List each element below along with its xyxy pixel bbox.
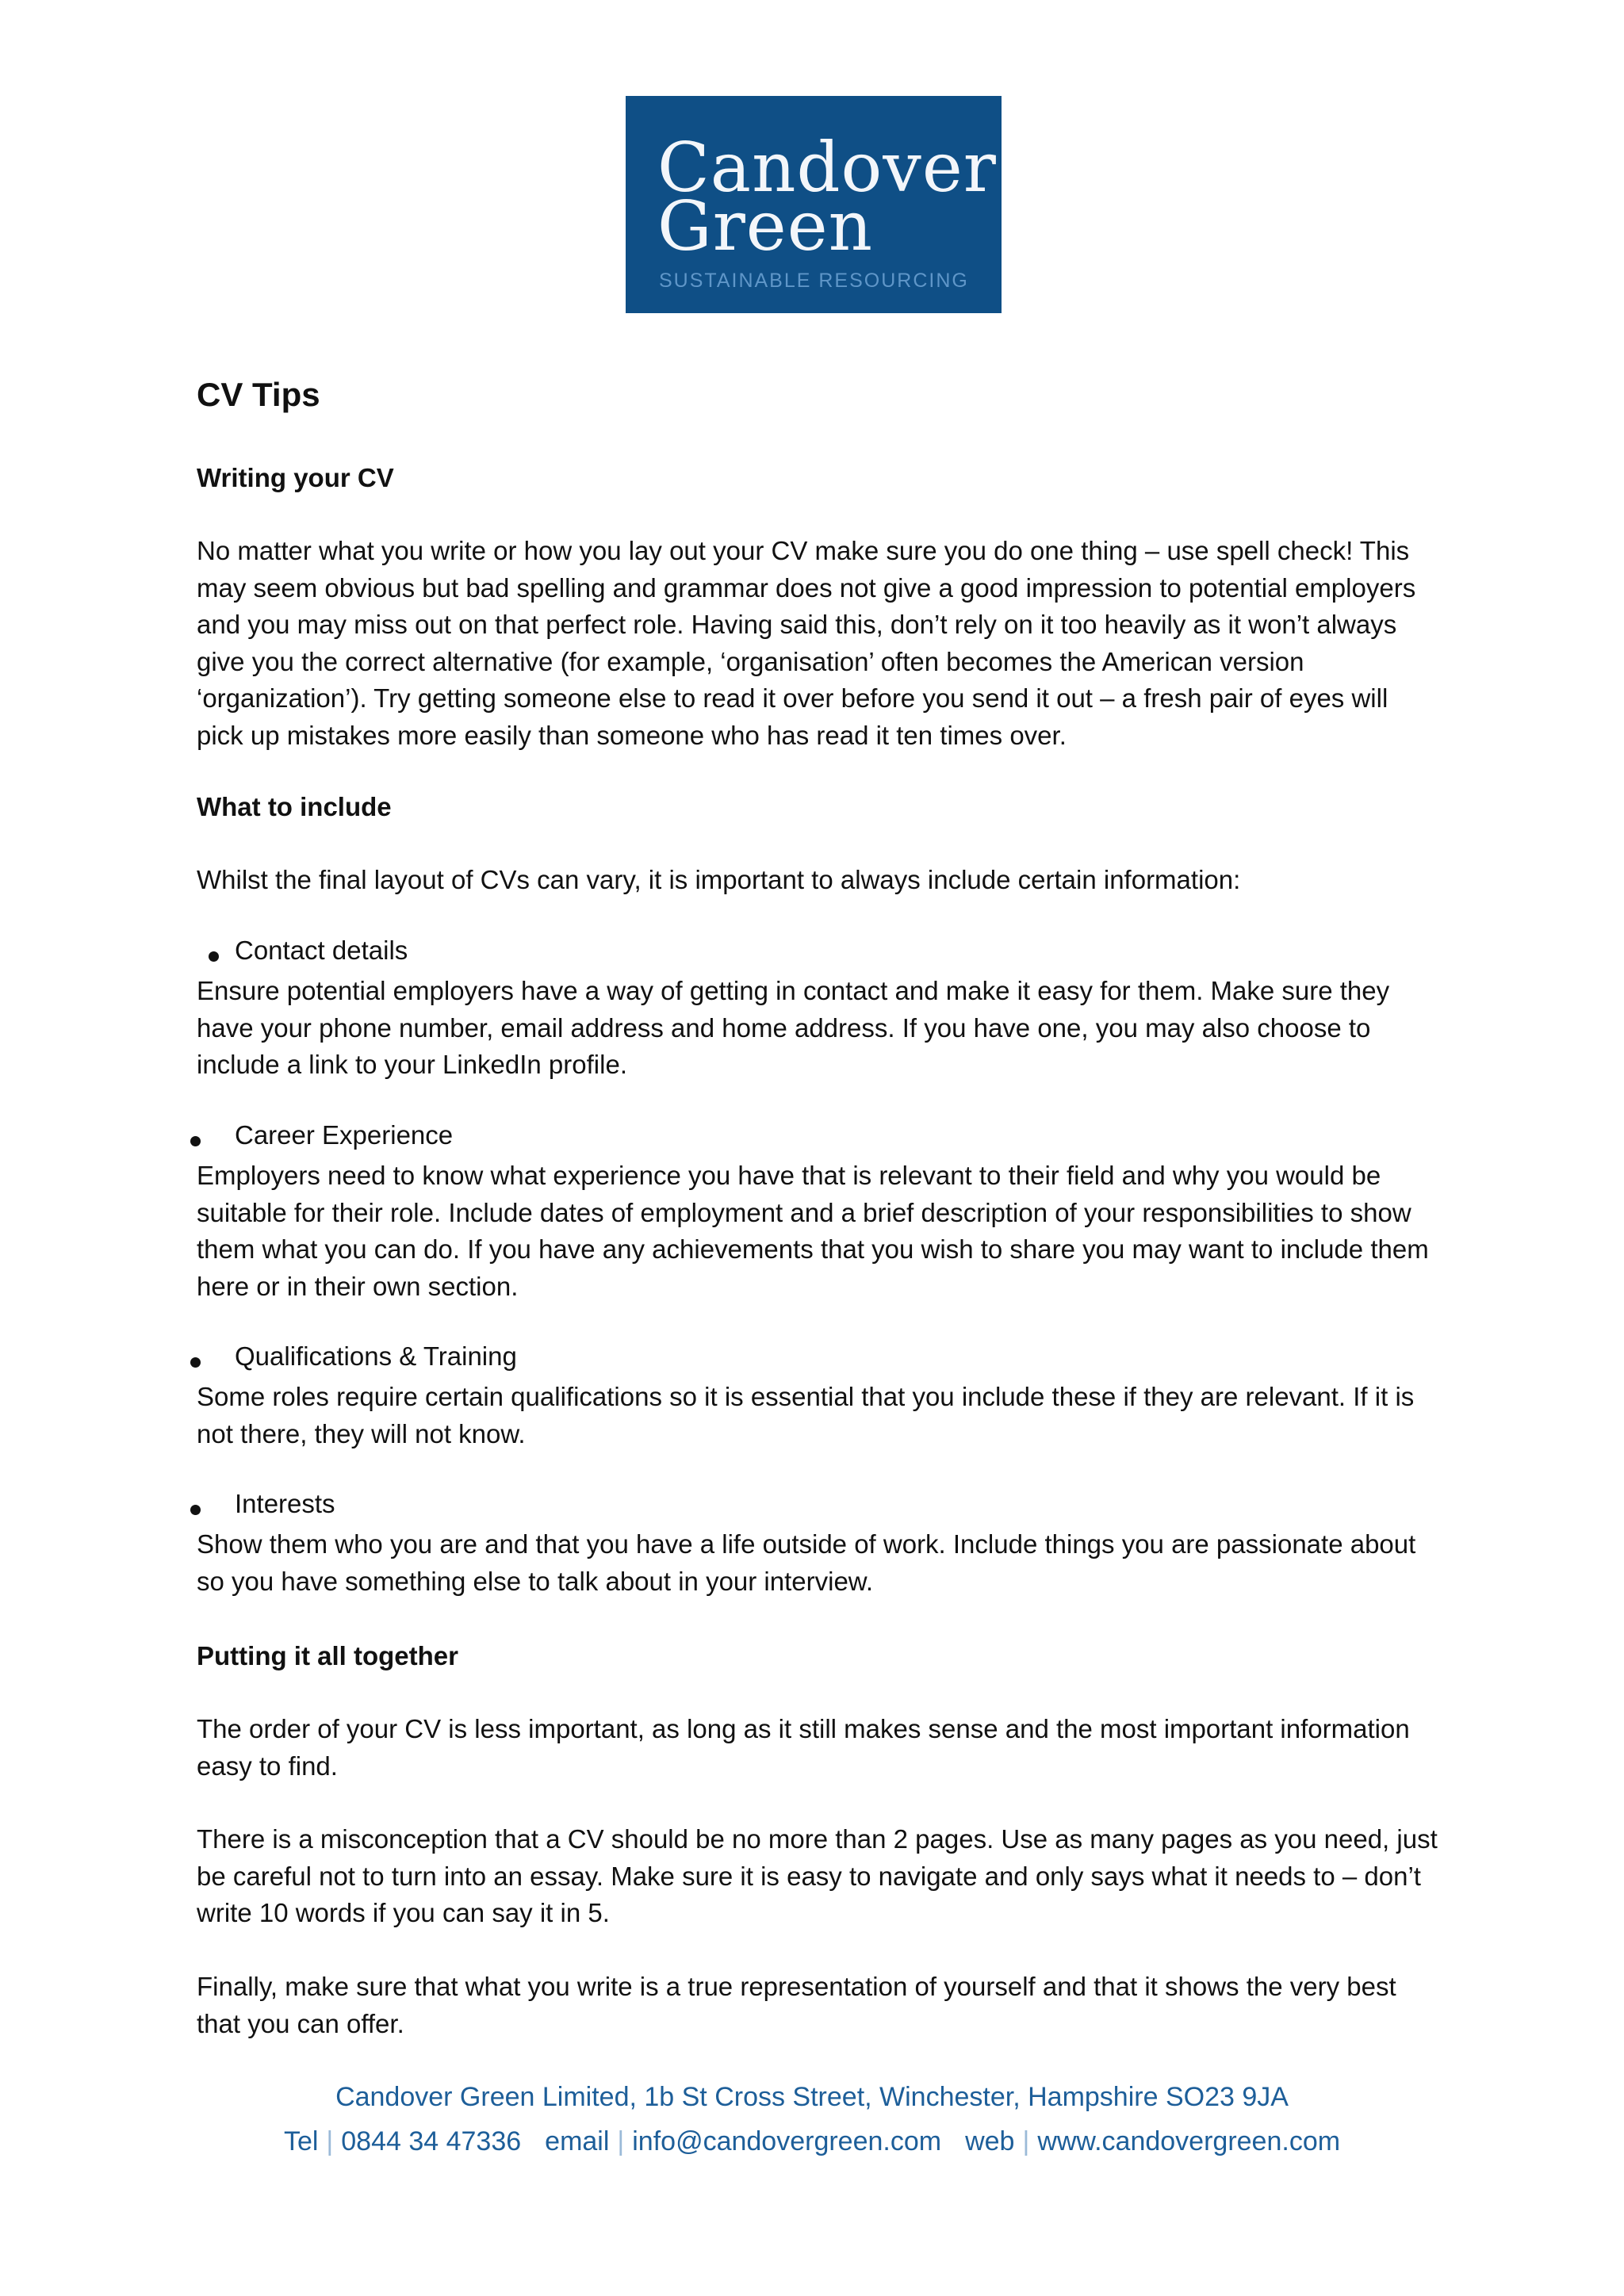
bullet-icon [209,951,219,962]
paragraph-qualifications: Some roles require certain qualifications so it is essential that you include these if they are relevant. If it is not there, they will not know. [197,1382,1415,1448]
bullet-icon [190,1136,201,1146]
paragraph-writing-your-cv: No matter what you write or how you lay out your CV make sure you do one thing – use spell check! This may seem obvious but bad spelling and grammar does not give a good impression to potential employers and you may miss out on that perfect role. Having said this, don’t rely on it too heavily as it won’t always give you the correct alternative (for example, ‘organisation’ often becomes the American version ‘organization’). Try getting someone else to read it over before you send it out – a fresh pair of eyes will pick up mistakes more easily than someone who has read it ten times over. [197,536,1416,750]
bullet-icon [190,1357,201,1368]
footer-contact-line [0,2126,1624,2157]
heading-writing-your-cv: Writing your CV [197,463,394,492]
bullet-icon [190,1505,201,1515]
paragraph-cv-order: The order of your CV is less important, as long as it still makes sense and the most important information easy to find. [197,1714,1410,1781]
paragraph-interests: Show them who you are and that you have a life outside of work. Include things you are passionate about so you have something else to talk about in your interview. [197,1529,1416,1596]
bullet-label-career-experience: Career Experience [235,1120,454,1150]
heading-putting-it-together: Putting it all together [197,1641,458,1670]
page-title: CV Tips [197,376,320,413]
footer-address: Candover Green Limited, 1b St Cross Street, Winchester, Hampshire SO23 9JA [335,2082,1289,2112]
footer-email-label: email [545,2126,610,2156]
footer-web-label: web [965,2126,1015,2156]
bullet-label-qualifications: Qualifications & Training [235,1341,517,1371]
heading-what-to-include: What to include [197,792,392,821]
footer-separator: | [326,2126,334,2156]
logo-word-green: Green [657,187,873,266]
paragraph-career-experience: Employers need to know what experience you have that is relevant to their field and why you would be suitable for their role. Include dates of employment and a brief description of your responsibilities to show them what you can do. If you have any achievements that you wish to share you may want to include them here or in their own section. [197,1161,1429,1301]
paragraph-finally: Finally, make sure that what you write is a true representation of yourself and that it shows the very best that you can offer. [197,1972,1396,2038]
footer-tel-label: Tel [283,2126,319,2156]
paragraph-contact-details: Ensure potential employers have a way of getting in contact and make it easy for them. Make sure they have your phone number, email address and home address. If you have one, you may also choose to include a link to your LinkedIn profile. [197,976,1390,1079]
footer-separator: | [617,2126,625,2156]
footer-website-link[interactable]: www.candovergreen.com [1037,2126,1341,2156]
bullet-label-contact-details: Contact details [235,936,408,965]
footer-phone-number: 0844 34 47336 [341,2126,522,2156]
paragraph-cv-length: There is a misconception that a CV should be no more than 2 pages. Use as many pages as you need, just be careful not to turn into an essay. Make sure it is easy to navigate and only says what it needs to – don’t write 10 words if you can say it in 5. [197,1824,1438,1927]
company-logo [626,96,1002,313]
logo-tagline: SUSTAINABLE RESOURCING [659,270,969,292]
paragraph-include-intro: Whilst the final layout of CVs can vary, it is important to always include certain information: [197,865,1241,894]
footer-email-link[interactable]: info@candovergreen.com [632,2126,942,2156]
logo-word-candover: Candover [657,128,997,208]
footer-separator: | [1022,2126,1030,2156]
bullet-label-interests: Interests [235,1489,335,1518]
